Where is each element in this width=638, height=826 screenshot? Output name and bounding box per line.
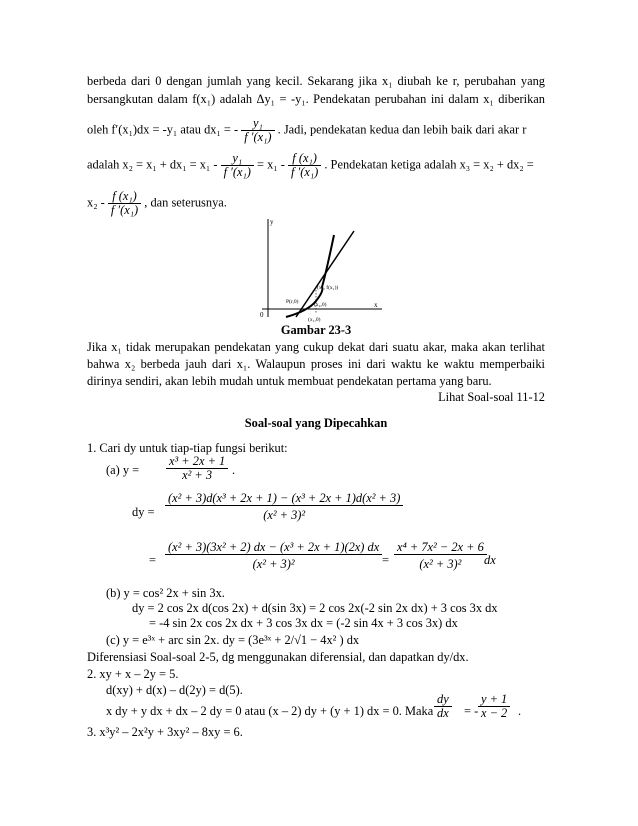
para1-line2: bersangkutan dalam f(x₁) adalah Δy₁ = -y₁. Pendekatan perubahan ini dalam x₁ diberikan [87, 92, 545, 106]
instruction-note: Diferensiasi Soal-soal 2-5, dg menggunakan diferensial, dan dapatkan dy/dx. [87, 650, 469, 664]
para1-line5-end: , dan seterusnya. [144, 195, 227, 210]
para2-line2: bahwa x₂ berbeda jauh dari x₁. Walaupun proses ini dari waktu ke waktu memperbaiki [87, 357, 545, 371]
fraction-numerator: x⁴ + 7x² − 2x + 6 [394, 541, 487, 555]
reference-note: Lihat Soal-soal 11-12 [438, 390, 545, 404]
period-2: . [518, 704, 522, 718]
equals-sign: = [149, 553, 156, 567]
origin-label: 0 [260, 311, 264, 319]
para1-line1: berbeda dari 0 dengan jumlah yang kecil. Sekarang jika x₁ diubah ke r, perubahan yang [87, 74, 545, 88]
fraction-numerator: f (x₁) [108, 190, 141, 204]
problem2-result-fraction [478, 693, 510, 720]
problem1c: (c) y = e³ˣ + arc sin 2x. dy = (3e³ˣ + 2/√1 − 4x² ) dx [106, 633, 360, 647]
problem1-intro: 1. Cari dy untuk tiap-tiap fungsi berikut: [87, 441, 288, 455]
problem1a-label: (a) y = [106, 463, 140, 477]
point-x1-label: (x₁,0) [308, 317, 321, 323]
problem1a-line3-fraction [165, 541, 382, 571]
equals-sign-2: = [382, 553, 389, 567]
fraction-denominator: x² + 3 [182, 468, 213, 482]
fraction-numerator: dy [434, 693, 452, 707]
para1-line5 [87, 190, 227, 217]
fraction-denominator: (x² + 3)² [419, 557, 462, 571]
fraction-denominator: f ′(x₁) [290, 165, 319, 179]
fraction-denominator: x − 2 [481, 706, 508, 720]
fraction-denominator: dx [437, 706, 449, 720]
fraction-denominator: f ′(x₁) [110, 203, 139, 217]
fraction-numerator: x³ + 2x + 1 [166, 455, 228, 469]
para1-line3-end: . Jadi, pendekatan kedua dan lebih baik dari akar r [277, 122, 527, 137]
problem2-dydx-fraction [434, 693, 452, 720]
para1-line3-start: oleh f′(x₁)dx = -y₁ atau dx₁ = - [87, 122, 239, 137]
problem1b-line2: dy = 2 cos 2x d(cos 2x) + d(sin 3x) = 2 cos 2x(-2 sin 2x dx) + 3 cos 3x dx [132, 601, 498, 615]
para1-line4-mid: = x₁ - [257, 157, 285, 172]
fraction-y1-over-fprime-2 [221, 152, 254, 179]
problem1a-fraction [166, 455, 228, 482]
para2-line3: dirinya sendiri, akan lebih mudah untuk membuat pendekatan pertama yang baru. [87, 374, 492, 388]
para1-line5-start: x₂ - [87, 195, 105, 210]
para1-line4-end: . Pendekatan ketiga adalah x₃ = x₂ + dx₂ = [324, 157, 534, 172]
fraction-y1-over-fprime [241, 117, 274, 144]
problem1a-result-fraction [394, 541, 487, 571]
fraction-numerator: y + 1 [478, 693, 510, 707]
problem1a-dy-fraction [165, 492, 403, 522]
problem1b-line1: (b) y = cos² 2x + sin 3x. [106, 586, 225, 600]
problem3: 3. x³y² – 2x²y + 3xy² – 8xy = 6. [87, 725, 243, 739]
newton-method-figure [250, 213, 400, 323]
para1-line4-start: adalah x₂ = x₁ + dx₁ = x₁ - [87, 157, 218, 172]
y-axis-label: y [270, 218, 274, 226]
point-x1-fx1-label: (x₁, f(x₁)) [317, 285, 339, 291]
problem2-line2: d(xy) + d(x) – d(2y) = d(5). [106, 683, 243, 697]
point-x2-label: (x₂,0) [314, 302, 327, 308]
fraction-denominator: f ′(x₁) [223, 165, 251, 179]
problem1b-line3: = -4 sin 2x cos 2x dx + 3 cos 3x dx = (-2 sin 4x + 3 cos 3x) dx [149, 616, 458, 630]
problem2-line3: x dy + y dx + dx – 2 dy = 0 atau (x – 2) dy + (y + 1) dx = 0. Maka [106, 704, 434, 718]
period: . [232, 463, 236, 477]
fraction-numerator: (x² + 3)d(x³ + 2x + 1) − (x³ + 2x + 1)d(x² + 3) [165, 492, 403, 506]
fraction-numerator: y₁ [241, 117, 274, 131]
problem2-equals: = - [464, 704, 479, 718]
fraction-denominator: (x² + 3)² [252, 557, 295, 571]
fraction-f-over-fprime-2 [108, 190, 141, 217]
x-axis-label: x [374, 301, 378, 309]
fraction-numerator: y₁ [221, 152, 254, 166]
fraction-f-over-fprime [288, 152, 321, 179]
fraction-numerator: (x² + 3)(3x² + 2) dx − (x³ + 2x + 1)(2x) dx [165, 541, 382, 555]
fraction-denominator: f ′(x₁) [244, 130, 272, 144]
section-title: Soal-soal yang Dipecahkan [244, 416, 388, 430]
dx-suffix: dx [484, 553, 496, 567]
problem2-line1: 2. xy + x – 2y = 5. [87, 667, 179, 681]
para1-line4 [87, 152, 534, 179]
para2-line1: Jika x₁ tidak merupakan pendekatan yang cukup dekat dari suatu akar, maka akan terlihat [87, 340, 545, 354]
fraction-numerator: f (x₁) [288, 152, 321, 166]
para1-line3 [87, 117, 526, 144]
fraction-denominator: (x² + 3)² [263, 508, 306, 522]
point-r-label: P(r,0) [286, 299, 299, 305]
problem1a-dy-label: dy = [132, 505, 155, 519]
figure-caption: Gambar 23-3 [280, 323, 352, 337]
